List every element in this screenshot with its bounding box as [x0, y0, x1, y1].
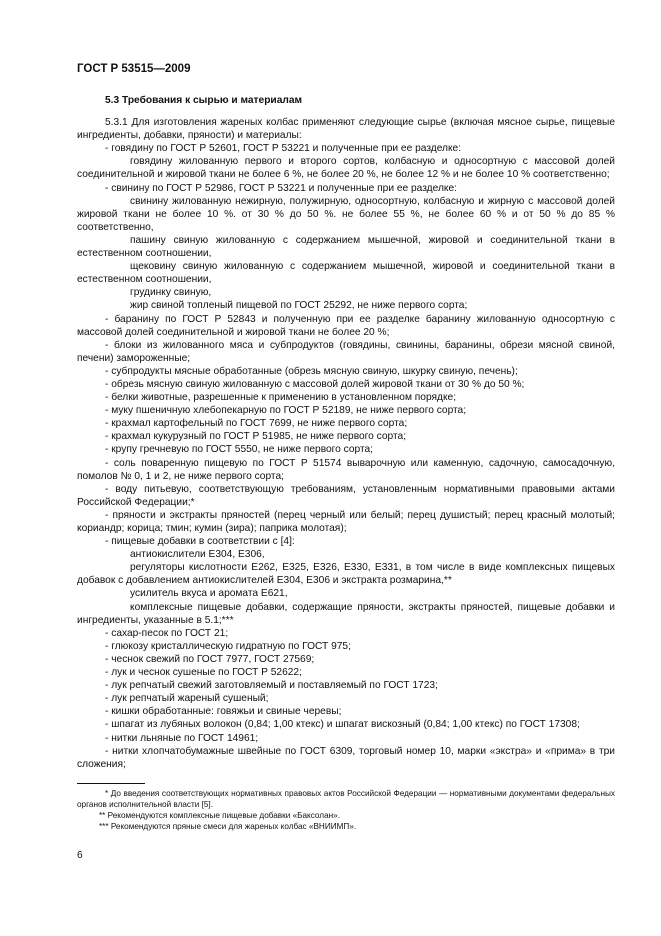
- list-item: - крупу гречневую по ГОСТ 5550, не ниже первого сорта;: [105, 444, 374, 456]
- list-item: говядину жилованную первого и второго сортов, колбасную и односортную с массовой долей соединительной и жировой ткани не более 6 %, не более 20 %, не более 12 % и не более 10 % соответственно;: [77, 156, 615, 181]
- list-item: антиокислители Е304, Е306,: [130, 549, 265, 561]
- list-item: - нитки льняные по ГОСТ 14961;: [105, 732, 259, 744]
- intro-paragraph: 5.3.1 Для изготовления жареных колбас применяют следующие сырье (включая мясное сырье, пищевые ингредиенты, добавки, пряности) и материалы:: [77, 117, 615, 142]
- list-item: - крахмал картофельный по ГОСТ 7699, не ниже первого сорта;: [105, 418, 408, 430]
- list-item: - лук репчатый жареный сушеный;: [105, 693, 269, 705]
- list-item: - лук и чеснок сушеные по ГОСТ Р 52622;: [105, 667, 302, 679]
- section-title: 5.3 Требования к сырью и материалам: [105, 95, 303, 106]
- list-item: - крахмал кукурузный по ГОСТ Р 51985, не ниже первого сорта;: [105, 431, 407, 443]
- list-item: - блоки из жилованного мяса и субпродуктов (говядины, свинины, баранины, обрези мясной свиной, печени) замороженные;: [77, 339, 615, 364]
- page-content: [77, 94, 615, 832]
- list-item: - нитки хлопчатобумажные швейные по ГОСТ 6309, торговый номер 10, марки «экстра» и «прима» в три сложения;: [77, 745, 615, 770]
- list-item: - чеснок свежий по ГОСТ 7977, ГОСТ 27569;: [105, 653, 315, 665]
- requirements-list: [77, 142, 615, 771]
- list-item: усилитель вкуса и аромата Е621,: [130, 588, 288, 600]
- list-item: - обрезь мясную свиную жилованную с массовой долей жировой ткани от 30 % до 50 %;: [105, 378, 525, 390]
- list-item: жир свиной топленый пищевой по ГОСТ 25292, не ниже первого сорта;: [130, 300, 468, 312]
- list-item: - муку пшеничную хлебопекарную по ГОСТ Р 52189, не ниже первого сорта;: [105, 405, 467, 417]
- footnote-divider: [77, 783, 145, 784]
- list-item: регуляторы кислотности Е262, Е325, Е326, Е330, Е331, в том числе в виде комплексных пищевых добавок с добавлением антиокислителей Е304, Е306 и экстракта розмарина,**: [77, 562, 615, 587]
- list-item: свинину жилованную нежирную, полужирную, односортную, колбасную и жирную с массовой долей жировой ткани не более 10 %. от 30 % до 50 %. не более 55 %, не более 60 % и от 50 % до 85 % соответственно,: [77, 195, 615, 233]
- page-number: 6: [77, 850, 83, 861]
- list-item: - глюкозу кристаллическую гидратную по ГОСТ 975;: [105, 640, 351, 652]
- list-item: - шпагат из лубяных волокон (0,84; 1,00 ктекс) и шпагат вискозный (0,84; 1,00 ктекс) по ГОСТ 17308;: [105, 719, 580, 731]
- list-item: - воду питьевую, соответствующую требованиям, установленным нормативными правовыми актами Российской Федерации;*: [77, 483, 615, 508]
- list-item: - кишки обработанные: говяжьи и свиные черевы;: [105, 706, 342, 718]
- list-item: грудинку свиную,: [130, 287, 212, 299]
- footnote-2: ** Рекомендуются комплексные пищевые добавки «Баксолан».: [99, 810, 340, 820]
- list-item: - пищевые добавки в соответствии с [4]:: [105, 536, 295, 548]
- list-item: - соль поваренную пищевую по ГОСТ Р 51574 выварочную или каменную, садочную, самосадочную, помолов № 0, 1 и 2, не ниже первого сорта;: [77, 457, 615, 482]
- list-item: - белки животные, разрешенные к применению в установленном порядке;: [105, 392, 457, 404]
- list-item: пашину свиную жилованную с содержанием мышечной, жировой и соединительной ткани в естественном соотношении,: [77, 234, 615, 260]
- list-item: - говядину по ГОСТ Р 52601, ГОСТ Р 53221 и полученные при ее разделке:: [105, 143, 462, 155]
- footnote-1: * До введения соответствующих нормативных правовых актов Российской Федерации — нормативными документами федеральных органов исполнительной власти [5].: [77, 788, 615, 809]
- footnote-3: *** Рекомендуются пряные смеси для жареных колбас «ВНИИМП».: [99, 821, 357, 831]
- list-item: - лук репчатый свежий заготовляемый и поставляемый по ГОСТ 1723;: [105, 680, 438, 692]
- list-item: - баранину по ГОСТ Р 52843 и полученную при ее разделке баранину жилованную односортную с массовой долей соединительной и жировой ткани не более 20 %;: [77, 313, 615, 338]
- list-item: щековину свиную жилованную с содержанием мышечной, жировой и соединительной ткани в естественном соотношении,: [77, 261, 615, 286]
- document-header: ГОСТ Р 53515—2009: [77, 63, 191, 75]
- list-item: - свинину по ГОСТ Р 52986, ГОСТ Р 53221 и полученные при ее разделке:: [105, 182, 457, 194]
- list-item: - субпродукты мясные обработанные (обрезь мясную свиную, шкурку свиную, печень);: [105, 365, 518, 377]
- list-item: комплексные пищевые добавки, содержащие пряности, экстракты пряностей, пищевые добавки и ингредиенты, указанные в 5.1;***: [77, 601, 615, 626]
- list-item: - сахар-песок по ГОСТ 21;: [105, 627, 229, 639]
- list-item: - пряности и экстракты пряностей (перец черный или белый; перец душистый; перец красный молотый; кориандр; корица; тмин; кумин (зира); паприка молотая);: [77, 509, 615, 534]
